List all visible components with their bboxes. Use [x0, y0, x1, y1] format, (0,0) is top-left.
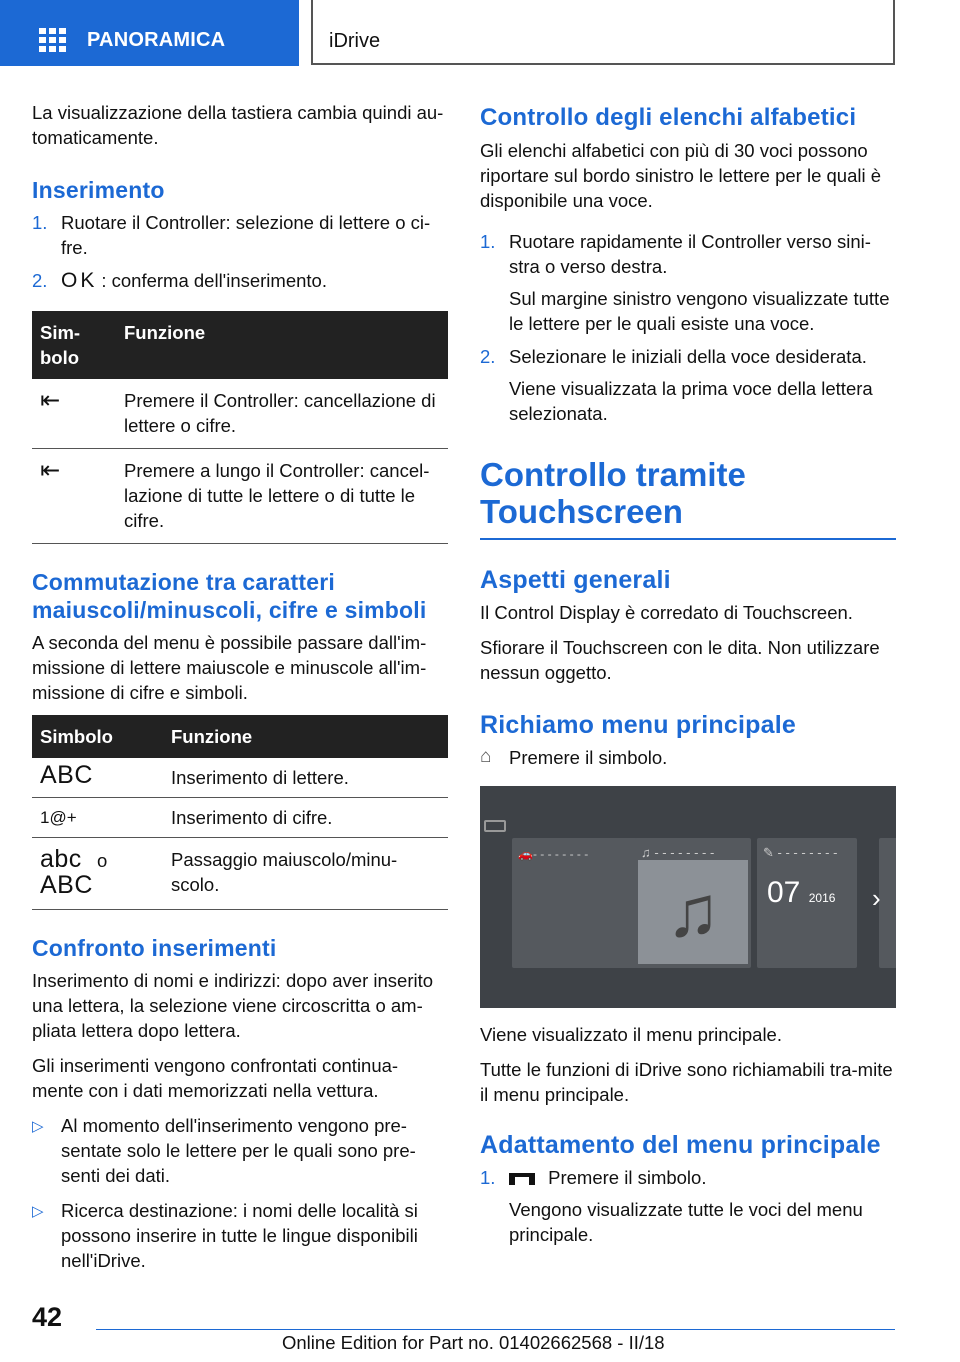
heading-confronto: Confronto inserimenti	[32, 935, 277, 961]
grid-icon	[39, 28, 66, 52]
heading-richiamo: Richiamo menu principale	[480, 711, 796, 739]
table-row: ⇤ Premere il Controller: cancellazione di lettere o cifre.	[32, 379, 448, 449]
list-item: ▷ Al momento dell'inserimento vengono pre-sentate solo le lettere per le quali sono pre-senti dei dati.	[32, 1115, 416, 1186]
richiamo-text-2: Tutte le funzioni di iDrive sono richiamabili tra-mite il menu principale.	[480, 1059, 893, 1105]
note-icon: ♫ - - - - - - - -	[641, 845, 715, 860]
case-toggle-icon: abc o ABC	[32, 838, 163, 910]
table-header-symbol: Sim-bolo	[32, 311, 116, 379]
table-symbols	[32, 715, 448, 910]
page-number: 42	[32, 1302, 63, 1332]
car-icon: 🚗- - - - - - - -	[518, 847, 589, 861]
delete-icon: ⇤	[32, 379, 116, 449]
confronto-bullets	[32, 1113, 448, 1273]
uppercase-icon: ABC	[32, 758, 163, 798]
richiamo-line: ⌂ Premere il simbolo.	[480, 746, 668, 768]
list-item: 2. Selezionare le iniziali della voce desiderata. Viene visualizzata la prima voce della lettera selezionata.	[480, 346, 873, 424]
list-item: 2. OK : conferma dell'inserimento.	[32, 269, 327, 292]
list-item: 1. Ruotare il Controller: selezione di lettere o ci-fre.	[32, 212, 431, 258]
right-column	[480, 100, 896, 1247]
date-display: 07 2016	[767, 876, 836, 909]
footer-edition: Online Edition for Part no. 01402662568 - II/18	[282, 1332, 665, 1353]
heading-elenchi: Controllo degli elenchi alfabetici	[480, 104, 857, 131]
heading-aspetti: Aspetti generali	[480, 566, 671, 594]
table-row: 1@+ Inserimento di cifre.	[32, 798, 448, 838]
richiamo-text-1: Viene visualizzato il menu principale.	[480, 1024, 782, 1045]
table-header-symbol: Simbolo	[32, 715, 163, 758]
commutazione-text: A seconda del menu è possibile passare dall'im-missione di lettere maiuscole e minuscole all'im-missione di cifre e simboli.	[32, 632, 427, 703]
heading-commutazione: Commutazione tra caratteri maiuscoli/minuscoli, cifre e simboli	[32, 569, 427, 623]
table-row: abc o ABC Passaggio maiuscolo/minu-scolo.	[32, 838, 448, 910]
intro-text: La visualizzazione della tastiera cambia quindi au-tomaticamente.	[32, 102, 444, 148]
album-art: ♫	[638, 860, 748, 964]
elenchi-steps	[480, 229, 896, 426]
triangle-bullet-icon: ▷	[32, 1118, 44, 1135]
list-item: 1. Ruotare rapidamente il Controller verso sini-stra o verso destra. Sul margine sinistro vengono visualizzate tutte le lettere per le quali esiste una voce.	[480, 231, 890, 334]
menu-layout-icon	[509, 1173, 535, 1185]
heading-touchscreen: Controllo tramite Touchscreen	[480, 456, 896, 540]
aspetti-text-1: Il Control Display è corredato di Touchscreen.	[480, 602, 853, 623]
confronto-text-2: Gli inserimenti vengono confrontati continua-mente con i dati memorizzati nella vettura.	[32, 1055, 399, 1101]
adattamento-steps: 1. Premere il simbolo. Vengono visualizzate tutte le voci del menu principale.	[480, 1167, 863, 1245]
triangle-bullet-icon: ▷	[32, 1203, 44, 1220]
heading-inserimento: Inserimento	[32, 177, 165, 203]
tile-extra	[879, 838, 896, 968]
confronto-text-1: Inserimento di nomi e indirizzi: dopo aver inserito una lettera, la selezione viene circoscritta o am-pliata lettera dopo lettera.	[32, 970, 434, 1041]
elenchi-text: Gli elenchi alfabetici con più di 30 voci possono riportare sul bordo sinistro le lettere per le quali è disponibile una voce.	[480, 140, 882, 211]
footer-divider	[96, 1329, 895, 1330]
ok-icon: OK	[61, 269, 98, 292]
digits-icon: 1@+	[32, 798, 163, 838]
chapter-title: iDrive	[329, 30, 381, 52]
chevron-right-icon[interactable]: ›	[872, 883, 881, 913]
inserimento-steps	[32, 210, 448, 293]
heading-adattamento: Adattamento del menu principale	[480, 1131, 881, 1159]
aspetti-text-2: Sfiorare il Touchscreen con le dita. Non utilizzare nessun oggetto.	[480, 637, 880, 683]
table-row: ⇤ Premere a lungo il Controller: cancel-lazione di tutte le lettere o di tutte le cifre.	[32, 449, 448, 544]
menu-grid-icon	[484, 820, 506, 832]
delete-all-icon: ⇤	[32, 449, 116, 544]
table-header-function: Funzione	[116, 311, 448, 379]
table-header-function: Funzione	[163, 715, 448, 758]
chapter-box	[311, 0, 895, 65]
page-header	[0, 0, 960, 66]
table-delete	[32, 311, 448, 544]
home-icon: ⌂	[480, 746, 492, 767]
main-menu-screenshot	[480, 786, 896, 1008]
phone-icon: ✎ - - - - - - - -	[763, 845, 838, 860]
table-row: ABC Inserimento di lettere.	[32, 758, 448, 798]
section-title: PANORAMICA	[87, 29, 226, 51]
section-tab	[0, 0, 299, 66]
left-column	[32, 100, 448, 1283]
list-item: ▷ Ricerca destinazione: i nomi delle località si possono inserire in tutte le lingue disponibili nell'iDrive.	[32, 1200, 418, 1271]
